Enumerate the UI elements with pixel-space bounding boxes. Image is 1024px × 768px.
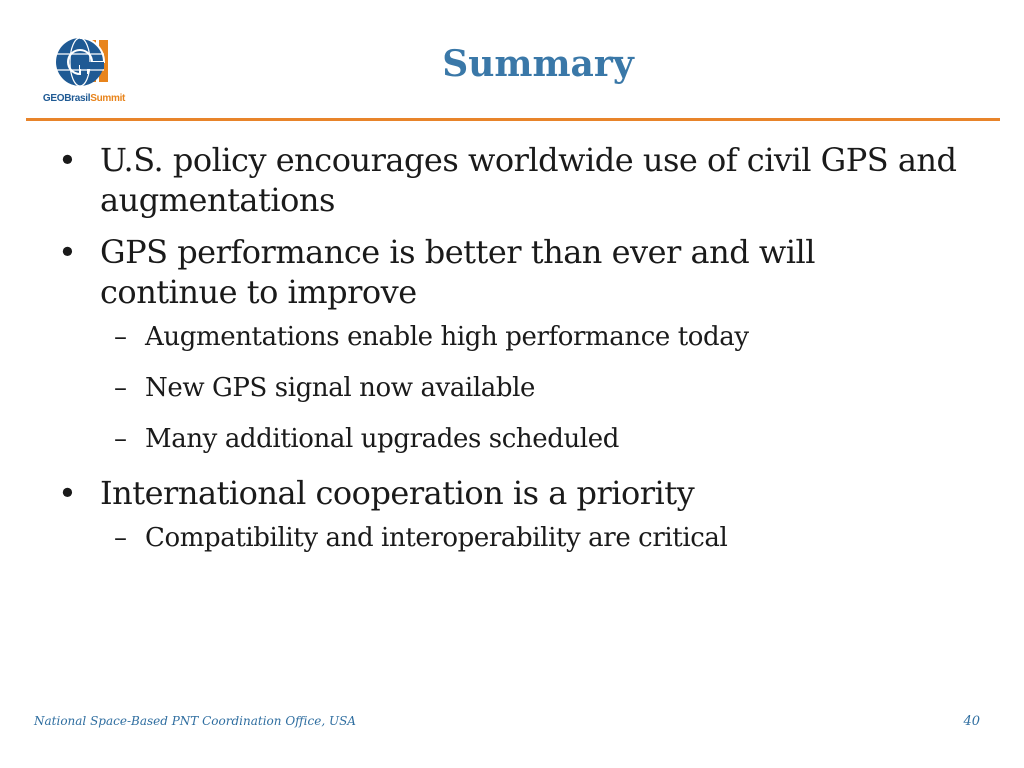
logo-text [34,93,134,104]
bullet-icon: • [58,141,77,179]
sub-bullet-item [58,521,958,555]
slide-title: Summary [442,43,634,85]
slide-body [58,140,958,572]
dash-icon: – [114,373,127,403]
title-divider [26,118,1000,121]
bullet-icon: • [58,474,77,512]
logo-text-summit: Summit [90,93,126,104]
dash-icon: – [114,523,127,553]
sub-bullet-text: Many additional upgrades scheduled [145,424,619,454]
sub-bullet-text: Augmentations enable high performance today [145,322,749,352]
sub-bullet-item [58,320,958,354]
bullet-icon: • [58,233,77,271]
bullet-item [58,140,958,220]
dash-icon: – [114,424,127,454]
bullet-text: U.S. policy encourages worldwide use of civil GPS and augmentations [100,141,957,219]
globe-g-icon [52,34,112,90]
footer-organization: National Space-Based PNT Coordination Office, USA [34,714,356,728]
sub-bullet-text: Compatibility and interoperability are critical [145,523,728,553]
bullet-text: International cooperation is a priority [100,474,695,512]
geobrasil-summit-logo [34,34,130,110]
page-number: 40 [963,714,980,729]
bullet-text: GPS performance is better than ever and will continue to improve [100,233,815,311]
bullet-item [58,232,958,312]
sub-bullet-text: New GPS signal now available [145,373,536,403]
dash-icon: – [114,322,127,352]
sub-bullet-item [58,422,958,456]
sub-bullet-item [58,371,958,405]
logo-text-geobrasil: GEOBrasil [42,93,91,104]
bullet-item [58,473,958,513]
